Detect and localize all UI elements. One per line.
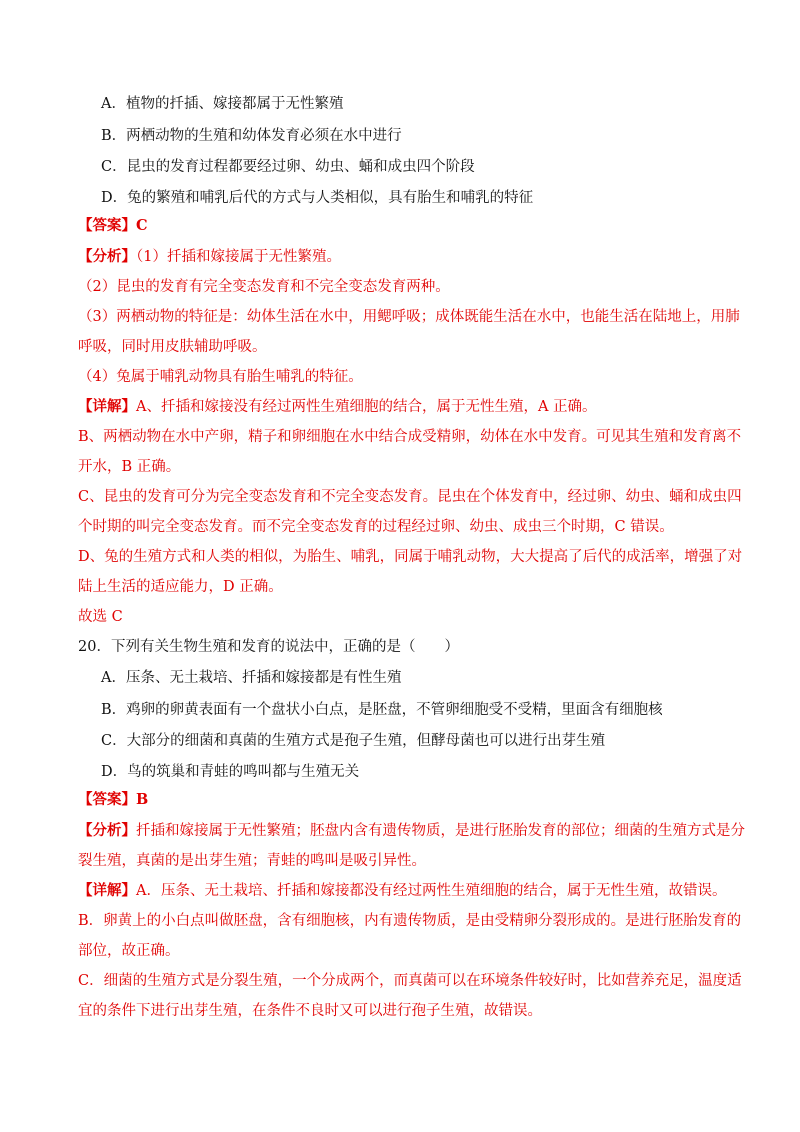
q20-option-b: B．鸡卵的卵黄表面有一个盘状小白点，是胚盘，不管卵细胞受不受精，里面含有细胞核 [101, 702, 663, 718]
answer-label: 【答案】 [78, 217, 136, 234]
q20-detail-line: 部位，故正确。 [78, 943, 180, 959]
answer-label: 【答案】 [78, 791, 136, 808]
q20-option-c: C．大部分的细菌和真菌的生殖方式是孢子生殖，但酵母菌也可以进行出芽生殖 [101, 733, 606, 749]
detail-text: A、扦插和嫁接没有经过两性生殖细胞的结合，属于无性生殖，A 正确。 [136, 399, 597, 415]
q19-option-a: A．植物的扦插、嫁接都属于无性繁殖 [101, 96, 344, 112]
q20-analysis-line: 裂生殖，真菌的是出芽生殖；青蛙的鸣叫是吸引异性。 [78, 853, 426, 869]
analysis-label: 【分析】 [78, 248, 136, 265]
analysis-label: 【分析】 [78, 822, 136, 839]
q19-option-b: B．两栖动物的生殖和幼体发育必须在水中进行 [101, 128, 402, 144]
q20-analysis-line [78, 821, 745, 841]
q19-detail-line: 个时期的叫完全变态发育。而不完全变态发育的过程经过卵、幼虫、成虫三个时期，C 错误。 [78, 519, 674, 535]
q20-option-d: D．鸟的筑巢和青蛙的鸣叫都与生殖无关 [101, 764, 360, 780]
q19-analysis-line: （2）昆虫的发育有完全变态发育和不完全变态发育两种。 [78, 279, 450, 295]
q20-answer [78, 790, 148, 810]
q19-analysis-line [78, 247, 341, 267]
q19-analysis-line: （4）兔属于哺乳动物具有胎生哺乳的特征。 [78, 369, 363, 385]
q20-stem: 20．下列有关生物生殖和发育的说法中，正确的是（ ） [78, 639, 459, 655]
q19-analysis-line: （3）两栖动物的特征是：幼体生活在水中，用鳃呼吸；成体既能生活在水中，也能生活在陆地上，用肺 [78, 309, 740, 325]
q20-detail-line: 宜的条件下进行出芽生殖，在条件不良时又可以进行孢子生殖，故错误。 [78, 1003, 542, 1019]
detail-text: A．压条、无土栽培、扦插和嫁接都没有经过两性生殖细胞的结合，属于无性生殖，故错误。 [136, 883, 727, 899]
detail-label: 【详解】 [78, 398, 136, 415]
answer-value: B [136, 791, 149, 808]
q19-detail-line: 开水，B 正确。 [78, 459, 181, 475]
q19-option-c: C．昆虫的发育过程都要经过卵、幼虫、蛹和成虫四个阶段 [101, 159, 475, 175]
detail-label: 【详解】 [78, 882, 136, 899]
q20-option-a: A．压条、无土栽培、扦插和嫁接都是有性生殖 [101, 670, 402, 686]
answer-value: C [136, 217, 148, 234]
q19-answer [78, 216, 148, 236]
analysis-text: （1）扦插和嫁接属于无性繁殖。 [136, 249, 341, 265]
q19-conclusion: 故选 C [78, 609, 123, 625]
analysis-text: 扦插和嫁接属于无性繁殖；胚盘内含有遗传物质，是进行胚胎发育的部位；细菌的生殖方式是分 [136, 823, 745, 839]
q19-detail-line: D、兔的生殖方式和人类的相似，为胎生、哺乳，同属于哺乳动物，大大提高了后代的成活率，增强了对 [78, 549, 743, 565]
q19-detail-line: 陆上生活的适应能力，D 正确。 [78, 579, 283, 595]
q19-analysis-line: 呼吸，同时用皮肤辅助呼吸。 [78, 339, 267, 355]
q19-option-d: D．兔的繁殖和哺乳后代的方式与人类相似，具有胎生和哺乳的特征 [101, 190, 534, 206]
q19-detail-line: C、昆虫的发育可分为完全变态发育和不完全变态发育。昆虫在个体发育中，经过卵、幼虫、蛹和成虫四 [78, 489, 742, 505]
q20-detail-line [78, 881, 726, 901]
q19-detail-line: B、两栖动物在水中产卵，精子和卵细胞在水中结合成受精卵，幼体在水中发育。可见其生殖和发育离不 [78, 429, 742, 445]
q20-detail-line: C．细菌的生殖方式是分裂生殖，一个分成两个，而真菌可以在环境条件较好时，比如营养充足，温度适 [78, 973, 742, 989]
q19-detail-line [78, 397, 597, 417]
q20-detail-line: B．卵黄上的小白点叫做胚盘，含有细胞核，内有遗传物质，是由受精卵分裂形成的。是进行胚胎发育的 [78, 913, 742, 929]
